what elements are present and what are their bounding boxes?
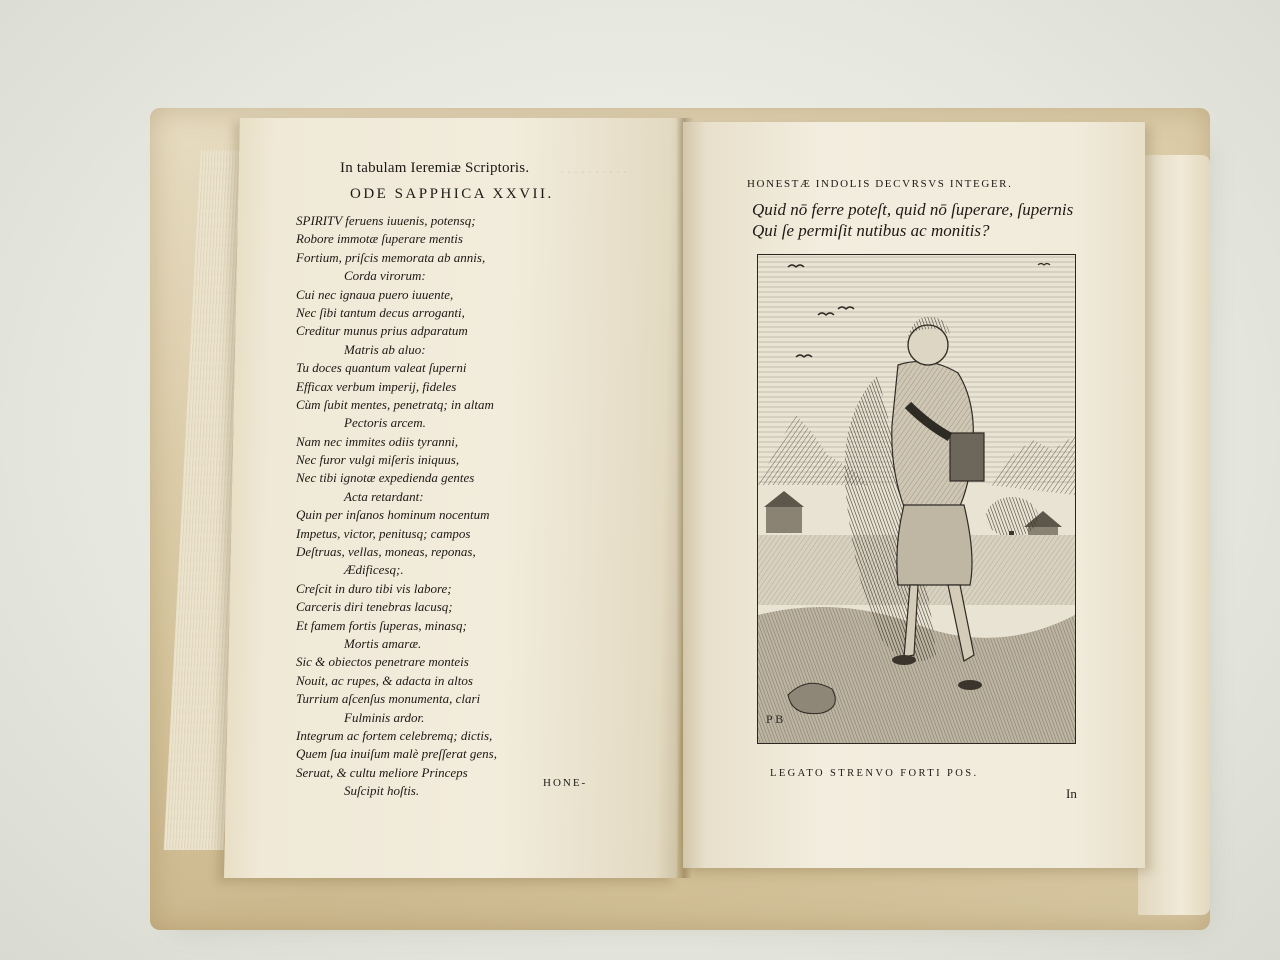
figure-skirt (897, 505, 972, 585)
catchword-right: In (1066, 786, 1077, 801)
poem-line: Quem ſua inuiſum malè preſſerat gens, (296, 746, 497, 762)
poem-line: Fortium, priſcis memorata ab annis, (296, 249, 486, 265)
poem-line: Integrum ac fortem celebremq; dictis, (296, 727, 493, 743)
engraving-svg (758, 255, 1075, 743)
poem-line: Nec ſibi tantum decus arroganti, (296, 304, 465, 320)
poem-line: Acta retardant: (344, 488, 424, 504)
poem-line: Nec tibi ignotæ expedienda gentes (296, 470, 475, 486)
poem-line: Matris ab aluo: (344, 341, 426, 357)
poem-line: Fulminis ardor. (344, 709, 425, 725)
poem-line: Creditur munus prius adparatum (296, 323, 468, 339)
poem-line: Tu doces quantum valeat ſuperni (296, 360, 467, 376)
poem-line: SPIRITV feruens iuuenis, potensq; (296, 213, 476, 228)
ode-title: ODE SAPPHICA XXVII. (350, 186, 554, 202)
poem-line: Corda virorum: (344, 268, 426, 284)
poem-line: Et famem fortis ſuperas, minasq; (296, 617, 467, 633)
house-icon (766, 505, 802, 533)
poem-line: Pectoris arcem. (344, 415, 426, 431)
cover-fore-edge (1138, 155, 1210, 915)
foot-right (958, 680, 982, 690)
poem-line: Carceris diri tenebras lacusq; (296, 599, 453, 615)
engraving-illustration (757, 254, 1076, 744)
motto (752, 199, 1073, 241)
poem-line: Cùm ſubit mentes, penetratq; in altam (296, 396, 494, 412)
poem-line: Suſcipit hoſtis. (344, 783, 420, 799)
poem-line: Mortis amaræ. (344, 635, 422, 651)
running-head-left: In tabulam Ieremiæ Scriptoris. (340, 160, 530, 176)
poem-line: Deſtruas, vellas, moneas, reponas, (296, 544, 476, 560)
poem-line: Robore immotæ ſuperare mentis (296, 231, 463, 247)
poem-line: Impetus, victor, penitusq; campos (296, 525, 471, 541)
foot-left (892, 655, 916, 665)
catchword-left: HONE- (543, 777, 588, 789)
motto-line-1: Quid nō ferre poteſt, quid nō ſuperare, ſupernis (752, 200, 1074, 219)
poem-line: Nam nec immites odiis tyranni, (296, 433, 459, 449)
book-icon (950, 433, 984, 481)
poem-line: Creſcit in duro tibi vis labore; (296, 580, 452, 596)
running-head-right: HONESTÆ INDOLIS DECVRSVS INTEGER. (747, 178, 1013, 190)
poem-line: Nec furor vulgi miſeris iniquus, (296, 452, 460, 468)
poem-text (296, 212, 497, 801)
show-through-text: · · · · · · · · · · (560, 165, 627, 179)
engraver-initials: P B (766, 712, 784, 726)
poem-line: Ædificesq;. (344, 562, 404, 578)
poem-line: Nouit, ac rupes, & adacta in altos (296, 672, 473, 688)
poem-line: Turrium aſcenſus monumenta, clari (296, 691, 481, 707)
poem-line: Seruat, & cultu meliore Princeps (296, 764, 468, 780)
poem-line: Sic & obiectos penetrare monteis (296, 654, 469, 670)
roof-icon (764, 491, 804, 507)
engraving-caption: LEGATO STRENVO FORTI POS. (770, 768, 979, 779)
poem-line: Efficax verbum imperij, fideles (296, 378, 457, 394)
poem-line: Cui nec ignaua puero iuuente, (296, 286, 454, 302)
motto-line-2: Qui ſe permiſit nutibus ac monitis? (752, 221, 990, 240)
poem-line: Quin per inſanos hominum nocentum (296, 507, 490, 523)
